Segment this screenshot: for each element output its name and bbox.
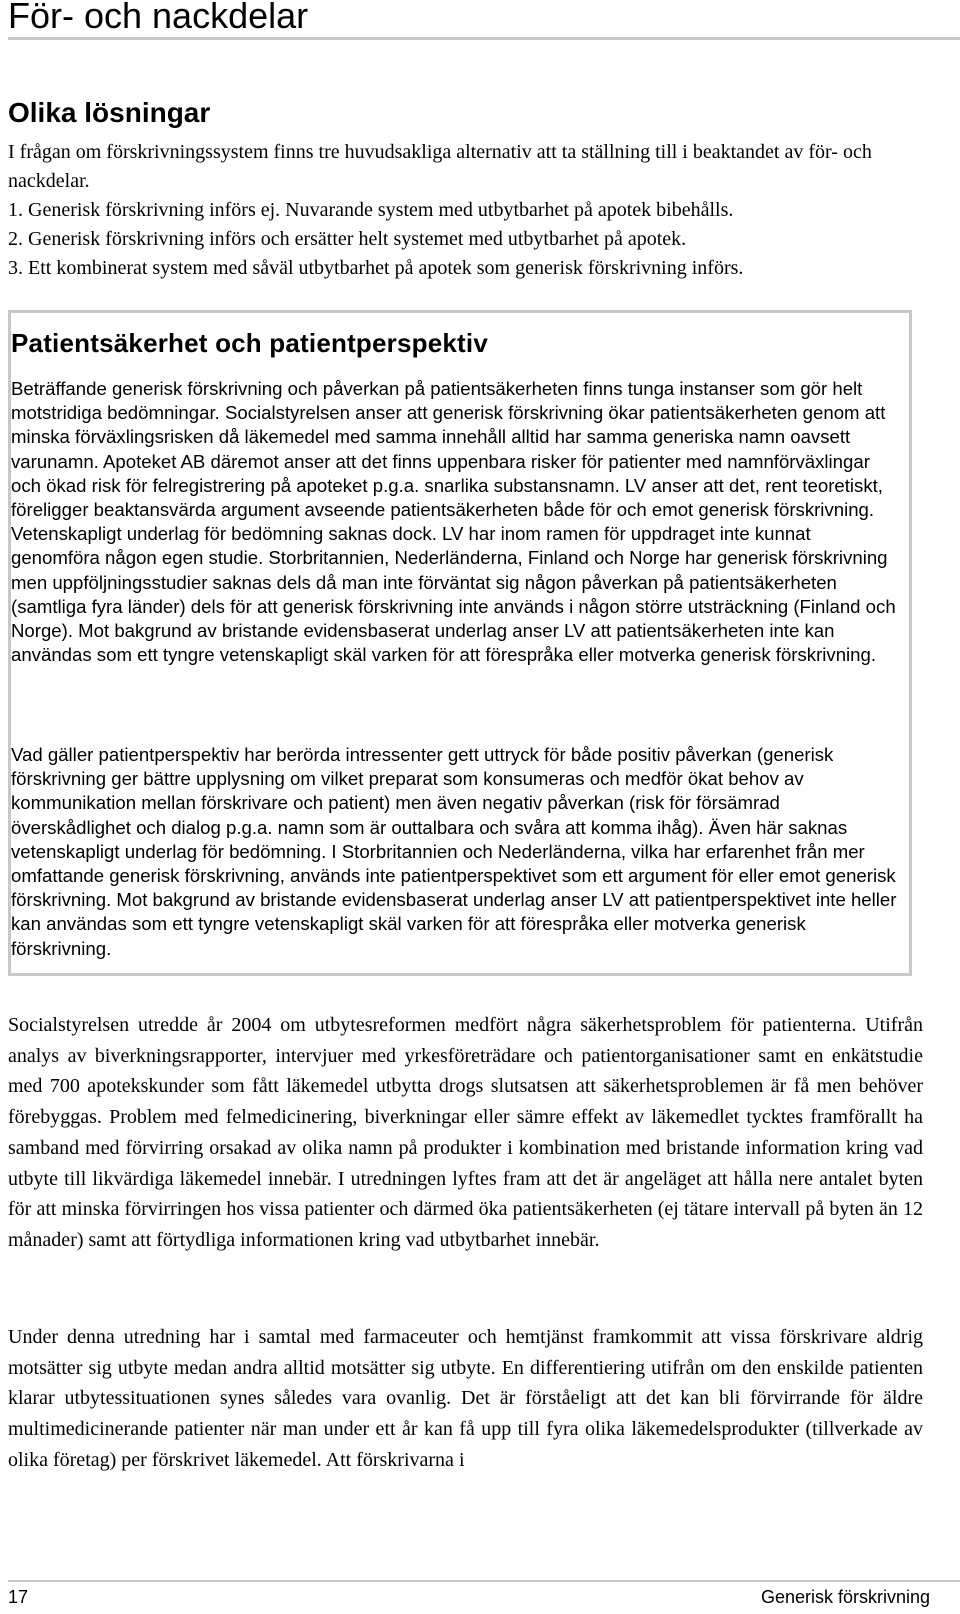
- box-heading: Patientsäkerhet och patientperspektiv: [11, 328, 488, 358]
- footer-divider: [8, 1580, 960, 1582]
- option-item-1: 1. Generisk förskrivning införs ej. Nuvarande system med utbytbarhet på apotek bibehålls.: [8, 199, 734, 221]
- solutions-intro-text: I frågan om förskrivningssystem finns tre huvudsakliga alternativ att ta ställning till i beaktandet av för- och nackdelar.: [8, 141, 872, 192]
- page-number: 17: [8, 1587, 29, 1607]
- body-paragraph-2: Under denna utredning har i samtal med farmaceuter och hemtjänst framkommit att vissa förskrivare aldrig motsätter sig utbyte medan andra alltid motsätter sig utbyte. En differentiering utifrån om den enskilde patienten klarar utbytessituationen synes således vara ovanlig. Det är förståeligt att det kan bli förvirrande för äldre multimedicinerande patienter när man under ett år kan få upp till fyra olika läkemedelsprodukter (tillverkade av olika företag) per förskrivet läkemedel. Att förskrivarna i: [8, 1326, 923, 1471]
- box-paragraph-patient-safety: Beträffande generisk förskrivning och påverkan på patientsäkerheten finns tunga instanser som gör helt motstridiga bedömningar. Socialstyrelsen anser att generisk förskrivning ökar patientsäkerheten genom att minska förväxlingsrisken då läkemedel med samma innehåll alltid har samma generiska namn oavsett varunamn. Apoteket AB däremot anser att det finns uppenbara risker för patienter med namnförväxlingar och ökad risk för felregistrering på apoteket p.g.a. snarlika substansnamn. LV anser att det, rent teoretiskt, föreligger beaktansvärda argument avseende patientsäkerheten både för och emot generisk förskrivning. Vetenskapligt underlag för bedömning saknas dock. LV har inom ramen för uppdraget inte kunnat genomföra någon egen studie. Storbritannien, Nederländerna, Finland och Norge har generisk förskrivning men uppföljningsstudier saknas dels då man inte förväntat sig någon påverkan på patientsäkerheten (samtliga fyra länder) dels för att generisk förskrivning inte används i någon större utsträckning (Finland och Norge). Mot bakgrund av bristande evidensbaserat underlag anser LV att patientsäkerheten inte kan användas som ett tyngre vetenskapligt skäl varken för att förespråka eller motverka generisk förskrivning.: [11, 378, 896, 666]
- page-title: För- och nackdelar: [8, 0, 309, 36]
- solutions-section: [8, 138, 953, 283]
- option-item-2: 2. Generisk förskrivning införs och ersätter helt systemet med utbytbarhet på apotek.: [8, 228, 687, 250]
- box-paragraph-patient-perspective: Vad gäller patientperspektiv har berörda intressenter gett uttryck för både positiv påverkan (generisk förskrivning ger bättre upplysning om vilket preparat som konsumeras och medför ökat behov av kommunikation mellan förskrivare och patient) men även negativ påverkan (risk för försämrad överskådlighet och dialog p.g.a. namn som är outtalbara och svåra att komma ihåg). Även här saknas vetenskapligt underlag för bedömning. I Storbritannien och Nederländerna, vilka har erfarenhet från mer omfattande generisk förskrivning, används inte patientperspektivet som ett argument för eller emot generisk förskrivning. Mot bakgrund av bristande evidensbaserat underlag anser LV att patientperspektivet inte heller kan användas som ett tyngre vetenskapligt skäl varken för att förespråka eller motverka generisk förskrivning.: [11, 744, 897, 959]
- body-paragraph-1: Socialstyrelsen utredde år 2004 om utbytesreformen medfört några säkerhetsproblem för patienterna. Utifrån analys av biverkningsrapporter, intervjuer med yrkesföreträdare och patientorganisationer samt en enkätstudie med 700 apotekskunder som fått läkemedel utbytta drogs slutsatsen att säkerhetsproblemen är få men behöver förebyggas. Problem med felmedicinering, biverkningar eller sämre effekt av läkemedlet tycktes framförallt ha samband med förvirring orsakad av olika namn på produkter i kombination med bristande information kring vad utbyte till likvärdiga läkemedel innebär. I utredningen lyftes fram att det är angeläget att hålla nere antalet byten för att minska förvirringen hos vissa patienter och därmed öka patientsäkerheten (ej tätare intervall på byten än 12 månader) samt att förtydliga informationen kring vad utbytbarhet innebär.: [8, 1014, 923, 1251]
- options-list: [8, 196, 953, 283]
- title-divider: [8, 37, 960, 40]
- section-heading-solutions: Olika lösningar: [8, 97, 211, 128]
- option-item-3: 3. Ett kombinerat system med såväl utbytbarhet på apotek som generisk förskrivning införs.: [8, 257, 744, 279]
- running-title: Generisk förskrivning: [760, 1587, 930, 1607]
- patient-safety-box: [8, 310, 912, 976]
